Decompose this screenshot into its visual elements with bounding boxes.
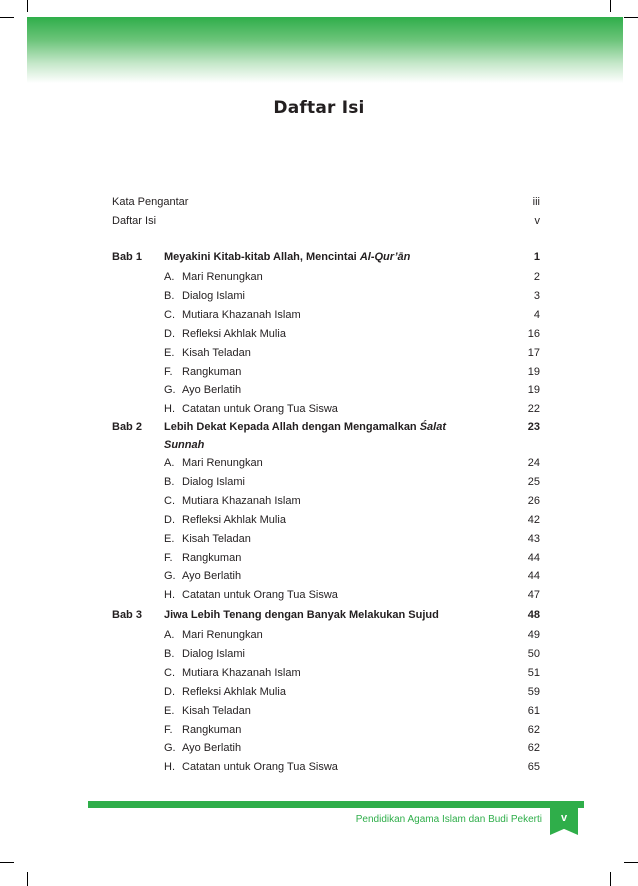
chapter-title-italic: Śalat bbox=[419, 421, 447, 433]
toc-item bbox=[112, 344, 540, 362]
toc-item-page: 26 bbox=[527, 494, 540, 507]
toc-item-letter: F. bbox=[164, 365, 173, 378]
toc-entry bbox=[112, 193, 540, 211]
crop-mark bbox=[624, 862, 638, 863]
toc-item bbox=[112, 287, 540, 305]
chapter-heading bbox=[112, 418, 540, 454]
toc-item-text: Catatan untuk Orang Tua Siswa bbox=[182, 761, 338, 774]
toc-item-text: Catatan untuk Orang Tua Siswa bbox=[182, 589, 338, 602]
toc-item bbox=[112, 530, 540, 548]
toc-item-text: Ayo Berlatih bbox=[182, 570, 242, 583]
toc-item-page: 25 bbox=[527, 475, 540, 488]
toc-item bbox=[112, 549, 540, 567]
toc-item-text: Mari Renungkan bbox=[182, 271, 263, 283]
toc-item-letter: C. bbox=[164, 494, 175, 507]
toc-item-text: Mutiara Khazanah Islam bbox=[182, 666, 301, 679]
toc-entry bbox=[112, 212, 540, 230]
chapter-title-line2: Sunnah bbox=[164, 439, 205, 451]
toc-item-text: Rangkuman bbox=[182, 723, 242, 736]
toc-item-page: 42 bbox=[527, 513, 540, 526]
toc-item-page: 51 bbox=[527, 666, 540, 679]
toc-item-letter: B. bbox=[164, 647, 175, 660]
toc-item-letter: D. bbox=[164, 685, 175, 698]
toc-item-letter: G. bbox=[164, 742, 176, 755]
toc-item-letter: D. bbox=[164, 513, 175, 526]
toc-item-letter: H. bbox=[164, 761, 175, 774]
toc-item-text: Ayo Berlatih bbox=[182, 742, 242, 755]
toc-item bbox=[112, 645, 540, 663]
toc-item-page: 4 bbox=[533, 308, 540, 321]
toc-item bbox=[112, 511, 540, 529]
toc-item-text: Kisah Teladan bbox=[182, 704, 251, 717]
toc-item bbox=[112, 586, 540, 604]
toc-item-letter: H. bbox=[164, 403, 175, 416]
toc-item-page: 61 bbox=[527, 704, 540, 717]
page-title: Daftar Isi bbox=[273, 98, 365, 118]
toc-item-letter: G. bbox=[164, 570, 176, 583]
toc-item-text: Refleksi Akhlak Mulia bbox=[182, 327, 286, 340]
toc-item-text: Rangkuman bbox=[182, 365, 242, 378]
toc-item bbox=[112, 306, 540, 324]
chapter-page: 23 bbox=[527, 421, 540, 433]
toc-item-letter: B. bbox=[164, 289, 175, 302]
chapter-number: Bab 1 bbox=[112, 251, 142, 263]
toc-item bbox=[112, 739, 540, 757]
toc-item-page: 59 bbox=[527, 685, 540, 698]
toc-item bbox=[112, 664, 540, 682]
chapter-title-text: Lebih Dekat Kepada Allah dengan Mengamalkan bbox=[164, 421, 420, 433]
crop-mark bbox=[610, 0, 611, 12]
toc-item-page: 22 bbox=[527, 403, 540, 416]
toc-item bbox=[112, 381, 540, 399]
toc-item-letter: B. bbox=[164, 475, 175, 488]
toc-item-letter: E. bbox=[164, 704, 175, 717]
toc-item-text: Dialog Islami bbox=[182, 475, 245, 488]
toc-item-letter: G. bbox=[164, 384, 176, 397]
toc-item-letter: F. bbox=[164, 551, 173, 564]
toc-item-text: Catatan untuk Orang Tua Siswa bbox=[182, 403, 338, 416]
toc-item bbox=[112, 758, 540, 776]
toc-item bbox=[112, 567, 540, 585]
chapter-title bbox=[164, 606, 484, 624]
toc-item-page: 44 bbox=[527, 570, 540, 583]
toc-item-letter: C. bbox=[164, 308, 175, 321]
toc-item-letter: H. bbox=[164, 589, 175, 602]
toc-item-text: Dialog Islami bbox=[182, 289, 245, 302]
toc-item-page: 3 bbox=[533, 289, 540, 302]
crop-mark bbox=[610, 872, 611, 886]
toc-item bbox=[112, 626, 540, 644]
footer-book-title: Pendidikan Agama Islam dan Budi Pekerti bbox=[355, 814, 542, 825]
toc-item bbox=[112, 363, 540, 381]
toc-item-text: Rangkuman bbox=[182, 551, 242, 564]
toc-item-text: Mari Renungkan bbox=[182, 629, 263, 641]
toc-item-page: 17 bbox=[527, 346, 540, 359]
toc-item-letter: F. bbox=[164, 723, 173, 736]
toc-entry-text: Daftar Isi bbox=[112, 215, 157, 227]
toc-item-text: Mutiara Khazanah Islam bbox=[182, 494, 301, 507]
toc-item bbox=[112, 400, 540, 418]
chapter-title-text: Meyakini Kitab-kitab Allah, Mencintai bbox=[164, 251, 360, 263]
toc-item-text: Refleksi Akhlak Mulia bbox=[182, 513, 286, 526]
toc-item-letter: A. bbox=[164, 271, 175, 283]
toc-item-text: Ayo Berlatih bbox=[182, 384, 242, 397]
toc-item bbox=[112, 492, 540, 510]
crop-mark bbox=[0, 17, 14, 18]
toc-item-page: 62 bbox=[527, 723, 540, 736]
toc-item-page: 24 bbox=[527, 457, 540, 469]
toc-item-page: 19 bbox=[527, 384, 540, 397]
toc-entry-text: Kata Pengantar bbox=[112, 196, 189, 208]
toc-item-text: Dialog Islami bbox=[182, 647, 245, 660]
toc-entry-page: v bbox=[534, 215, 540, 227]
chapter-title bbox=[164, 248, 484, 266]
toc-entry-page: iii bbox=[532, 196, 540, 208]
toc-item bbox=[112, 268, 540, 286]
toc-item-page: 50 bbox=[527, 647, 540, 660]
toc-item-letter: A. bbox=[164, 629, 175, 641]
toc-item bbox=[112, 325, 540, 343]
toc-item-letter: C. bbox=[164, 666, 175, 679]
chapter-title-text: Jiwa Lebih Tenang dengan Banyak Melakukan Sujud bbox=[164, 609, 439, 621]
toc-item-text: Mutiara Khazanah Islam bbox=[182, 308, 301, 321]
footer-page-number: v bbox=[560, 812, 568, 824]
toc-item bbox=[112, 473, 540, 491]
toc-item-letter: A. bbox=[164, 457, 175, 469]
toc-item-text: Refleksi Akhlak Mulia bbox=[182, 685, 286, 698]
crop-mark bbox=[0, 862, 14, 863]
toc-item-page: 62 bbox=[527, 742, 540, 755]
toc-item-page: 49 bbox=[527, 629, 540, 641]
toc-item bbox=[112, 454, 540, 472]
toc-item bbox=[112, 721, 540, 739]
header-band bbox=[27, 17, 623, 83]
chapter-heading bbox=[112, 606, 540, 624]
toc-item-page: 44 bbox=[527, 551, 540, 564]
crop-mark bbox=[624, 17, 638, 18]
chapter-page: 48 bbox=[527, 609, 540, 621]
toc-item-letter: E. bbox=[164, 532, 175, 545]
crop-mark bbox=[27, 872, 28, 886]
chapter-title-italic: Al-Qur’ān bbox=[359, 251, 411, 263]
chapter-title bbox=[164, 418, 484, 454]
toc-item-text: Kisah Teladan bbox=[182, 346, 251, 359]
toc-item-page: 16 bbox=[527, 327, 540, 340]
toc-item-page: 65 bbox=[527, 761, 540, 774]
toc-item bbox=[112, 683, 540, 701]
toc-item-text: Kisah Teladan bbox=[182, 532, 251, 545]
chapter-number: Bab 3 bbox=[112, 609, 142, 621]
toc-item-page: 2 bbox=[533, 271, 540, 283]
toc-item-page: 47 bbox=[527, 589, 540, 602]
toc-item-text: Mari Renungkan bbox=[182, 457, 263, 469]
chapter-heading bbox=[112, 248, 540, 266]
chapter-number: Bab 2 bbox=[112, 421, 142, 433]
toc-item-page: 19 bbox=[527, 365, 540, 378]
footer-bar bbox=[88, 801, 584, 808]
crop-mark bbox=[27, 0, 28, 12]
toc-item-page: 43 bbox=[527, 532, 540, 545]
toc-item-letter: E. bbox=[164, 346, 175, 359]
toc-item bbox=[112, 702, 540, 720]
chapter-page: 1 bbox=[533, 251, 540, 263]
toc-item-letter: D. bbox=[164, 327, 175, 340]
